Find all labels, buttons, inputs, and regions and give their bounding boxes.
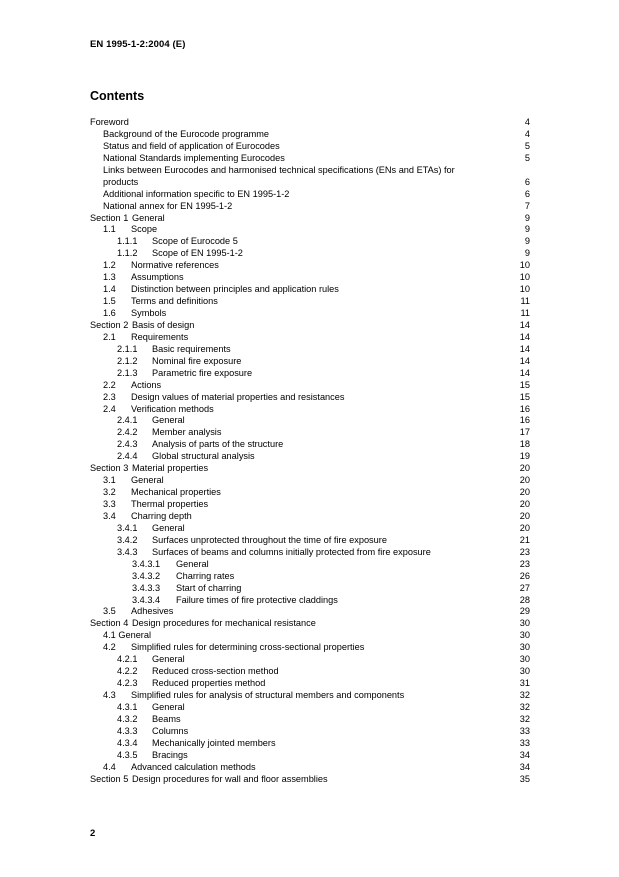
toc-entry-page: 30 xyxy=(519,654,530,665)
toc-entry[interactable] xyxy=(90,774,530,786)
toc-entry-label xyxy=(117,248,243,260)
toc-entry-page: 17 xyxy=(519,427,530,438)
toc-entry-number: 1.5 xyxy=(103,296,116,307)
toc-entry-label xyxy=(103,630,151,642)
toc-entry-title: Reduced properties method xyxy=(152,678,266,689)
toc-entry[interactable] xyxy=(90,320,530,332)
toc-entry-number: Section 4 xyxy=(90,618,129,629)
toc-entry-title: General xyxy=(132,212,165,223)
toc-entry-title: products xyxy=(103,176,139,187)
toc-entry-page: 34 xyxy=(519,749,530,760)
toc-entry-title: Surfaces of beams and columns initially protected from fire exposure xyxy=(152,546,431,557)
toc-entry-page: 29 xyxy=(519,606,530,617)
toc-entry[interactable] xyxy=(90,463,530,475)
toc-entry-page: 26 xyxy=(519,570,530,581)
toc-entry-title: Mechanically jointed members xyxy=(152,737,276,748)
toc-entry[interactable] xyxy=(90,368,530,380)
toc-entry-label xyxy=(103,272,184,284)
toc-entry-label xyxy=(103,153,285,165)
toc-entry-page: 9 xyxy=(524,248,530,259)
toc-entry-title: Nominal fire exposure xyxy=(152,355,242,366)
toc-entry-title: Terms and definitions xyxy=(131,296,218,307)
toc-entry-label xyxy=(103,165,455,177)
toc-entry[interactable] xyxy=(90,296,530,308)
toc-entry-page: 20 xyxy=(519,522,530,533)
toc-entry-label xyxy=(103,499,208,511)
toc-entry[interactable] xyxy=(90,547,530,559)
toc-entry-label xyxy=(103,404,214,416)
toc-entry-title: National annex for EN 1995-1-2 xyxy=(103,200,233,211)
toc-entry[interactable] xyxy=(90,153,530,165)
toc-entry[interactable] xyxy=(90,117,530,129)
toc-entry-page: 9 xyxy=(524,224,530,235)
toc-entry[interactable] xyxy=(90,678,530,690)
toc-entry-number: 4.2.1 xyxy=(117,654,138,665)
toc-entry[interactable] xyxy=(90,129,530,141)
toc-entry-label xyxy=(132,571,234,583)
toc-entry-page: 30 xyxy=(519,642,530,653)
toc-entry-page: 16 xyxy=(519,415,530,426)
toc-entry-label xyxy=(103,224,157,236)
toc-entry[interactable] xyxy=(90,189,530,201)
toc-entry[interactable] xyxy=(90,571,530,583)
toc-entry-title: Columns xyxy=(152,725,189,736)
toc-entry-title: Charring rates xyxy=(176,570,235,581)
toc-entry-page: 18 xyxy=(519,439,530,450)
toc-entry-page: 20 xyxy=(519,487,530,498)
toc-entry-label xyxy=(103,380,161,392)
toc-entry-label xyxy=(117,535,387,547)
toc-entry-number: 3.5 xyxy=(103,606,116,617)
toc-entry[interactable] xyxy=(90,272,530,284)
toc-entry-number: 3.1 xyxy=(103,475,116,486)
toc-entry-page: 11 xyxy=(520,308,530,318)
toc-entry-number: 4.4 xyxy=(103,761,116,772)
toc-entry[interactable] xyxy=(90,427,530,439)
toc-entry-title: Analysis of parts of the structure xyxy=(152,439,284,450)
table-of-contents xyxy=(90,117,530,786)
toc-entry-page: 15 xyxy=(519,379,530,390)
toc-entry-title: 4.1 General xyxy=(103,630,152,641)
toc-entry-title: Design procedures for wall and floor assemblies xyxy=(132,773,328,784)
document-header: EN 1995-1-2:2004 (E) xyxy=(90,39,186,50)
toc-entry-number: 3.4.3.2 xyxy=(132,570,161,581)
toc-entry-label xyxy=(117,654,185,666)
toc-entry-page: 19 xyxy=(519,451,530,462)
toc-entry[interactable] xyxy=(90,213,530,225)
toc-entry-label xyxy=(103,511,192,523)
toc-entry-page: 20 xyxy=(519,475,530,486)
toc-entry-page: 28 xyxy=(519,594,530,605)
toc-entry-label xyxy=(132,559,209,571)
toc-entry[interactable] xyxy=(90,475,530,487)
toc-entry[interactable] xyxy=(90,356,530,368)
toc-entry-number: 1.4 xyxy=(103,284,116,295)
toc-entry-number: 2.4.2 xyxy=(117,427,138,438)
toc-entry-label xyxy=(103,177,138,189)
toc-entry-label xyxy=(117,368,252,380)
toc-entry-label xyxy=(103,260,219,272)
toc-entry-page: 32 xyxy=(519,713,530,724)
toc-entry-title: Scope xyxy=(131,224,158,235)
toc-entry-number: 2.2 xyxy=(103,379,116,390)
toc-entry[interactable] xyxy=(90,606,530,618)
toc-entry[interactable] xyxy=(90,332,530,344)
toc-entry-label xyxy=(90,213,165,225)
toc-entry-label xyxy=(103,284,339,296)
toc-entry-number: 4.3.4 xyxy=(117,737,138,748)
toc-entry-label xyxy=(132,583,241,595)
toc-entry[interactable] xyxy=(90,201,530,213)
toc-entry-page: 33 xyxy=(519,725,530,736)
toc-entry-title: Scope of Eurocode 5 xyxy=(152,236,238,247)
toc-entry[interactable] xyxy=(90,618,530,630)
toc-entry-page: 16 xyxy=(519,403,530,414)
toc-entry-page: 5 xyxy=(524,140,530,151)
toc-entry-label xyxy=(103,189,289,201)
toc-entry-page: 21 xyxy=(519,534,530,545)
toc-entry-label xyxy=(117,236,238,248)
toc-entry-title: General xyxy=(152,522,185,533)
toc-entry-title: Assumptions xyxy=(131,272,184,283)
toc-entry-page: 14 xyxy=(519,331,530,342)
toc-entry-number: 4.3.3 xyxy=(117,725,138,736)
toc-entry-page: 32 xyxy=(519,701,530,712)
toc-entry[interactable] xyxy=(90,523,530,535)
toc-entry-title: Verification methods xyxy=(131,403,214,414)
toc-entry-label xyxy=(103,296,218,308)
toc-entry-number: 4.3.5 xyxy=(117,749,138,760)
toc-entry-label xyxy=(90,774,328,786)
toc-entry-label xyxy=(117,702,185,714)
toc-entry-number: 2.4.3 xyxy=(117,439,138,450)
toc-entry-title: Scope of EN 1995-1-2 xyxy=(152,248,243,259)
toc-entry-title: Basic requirements xyxy=(152,343,231,354)
toc-entry[interactable] xyxy=(90,630,530,642)
toc-entry-number: 4.3 xyxy=(103,690,116,700)
toc-entry-title: Status and field of application of Eurocodes xyxy=(103,140,280,151)
toc-entry-title: Beams xyxy=(152,713,181,724)
toc-entry[interactable] xyxy=(90,762,530,774)
toc-entry-page: 30 xyxy=(519,618,530,629)
toc-entry-number: 2.4 xyxy=(103,403,116,414)
toc-entry-label xyxy=(103,642,364,654)
toc-entry-number: 3.3 xyxy=(103,499,116,509)
toc-entry-page: 10 xyxy=(519,272,530,283)
toc-entry-page: 23 xyxy=(519,558,530,569)
toc-entry-number: 2.1 xyxy=(103,331,116,342)
toc-entry-title: Background of the Eurocode programme xyxy=(103,128,269,139)
toc-entry-number: 3.4.3 xyxy=(117,546,138,557)
toc-entry[interactable] xyxy=(90,726,530,738)
toc-entry[interactable] xyxy=(90,284,530,296)
toc-entry[interactable] xyxy=(90,380,530,392)
toc-entry-label xyxy=(117,750,188,762)
toc-entry-page: 23 xyxy=(519,546,530,557)
toc-entry-number: 2.4.1 xyxy=(117,415,138,426)
toc-entry-title: Surfaces unprotected throughout the time of fire exposure xyxy=(152,534,387,545)
toc-entry[interactable] xyxy=(90,439,530,451)
toc-entry-number: 4.2 xyxy=(103,642,116,653)
toc-entry-title: General xyxy=(152,701,185,712)
toc-entry[interactable] xyxy=(90,642,530,654)
toc-entry[interactable] xyxy=(90,236,530,248)
toc-entry-page: 6 xyxy=(524,176,530,187)
toc-entry-page: 10 xyxy=(519,284,530,295)
toc-entry-label xyxy=(117,714,181,726)
toc-entry-page: 31 xyxy=(519,678,530,689)
toc-entry-label xyxy=(117,415,185,427)
toc-entry[interactable] xyxy=(90,415,530,427)
toc-entry-number: 4.3.1 xyxy=(117,701,138,712)
toc-entry-number: 3.4.3.4 xyxy=(132,594,161,605)
toc-entry-title: Distinction between principles and application rules xyxy=(131,284,339,295)
toc-entry-label xyxy=(103,201,232,213)
toc-entry-title: Bracings xyxy=(152,749,188,760)
toc-entry[interactable] xyxy=(90,177,530,189)
toc-entry[interactable] xyxy=(90,392,530,404)
toc-entry-number: 1.3 xyxy=(103,272,116,283)
toc-entry[interactable] xyxy=(90,224,530,236)
toc-entry-page: 7 xyxy=(524,200,530,211)
toc-entry-page: 20 xyxy=(519,499,530,509)
toc-entry-title: Simplified rules for determining cross-sectional properties xyxy=(131,642,365,653)
toc-entry-title: Foreword xyxy=(90,117,129,127)
toc-entry[interactable] xyxy=(90,511,530,523)
toc-entry-title: Requirements xyxy=(131,331,189,342)
toc-entry-title: Actions xyxy=(131,379,162,390)
toc-entry-label xyxy=(117,678,265,690)
toc-entry-title: Start of charring xyxy=(176,582,242,593)
toc-entry-number: Section 5 xyxy=(90,773,129,784)
toc-entry-page: 30 xyxy=(519,630,530,641)
toc-entry-number: 2.1.3 xyxy=(117,367,138,378)
toc-entry-title: General xyxy=(176,558,209,569)
toc-entry-title: Material properties xyxy=(132,463,209,474)
toc-entry-title: Reduced cross-section method xyxy=(152,666,279,677)
toc-entry-label xyxy=(90,320,194,332)
toc-entry-number: 3.2 xyxy=(103,487,116,498)
toc-entry[interactable] xyxy=(90,260,530,272)
toc-entry-label xyxy=(103,332,188,344)
toc-entry-number: 1.1.2 xyxy=(117,248,138,259)
toc-entry-label xyxy=(103,487,221,499)
toc-entry-title: Charring depth xyxy=(131,510,192,521)
toc-entry[interactable] xyxy=(90,750,530,762)
page-number: 2 xyxy=(90,828,96,839)
page-title: Contents xyxy=(90,89,145,103)
toc-entry-page: 15 xyxy=(519,391,530,402)
toc-entry[interactable] xyxy=(90,666,530,678)
toc-entry-number: 4.2.3 xyxy=(117,678,138,689)
toc-entry-number: 4.3.2 xyxy=(117,713,138,724)
toc-entry-title: Failure times of fire protective claddings xyxy=(176,594,338,605)
toc-entry-page: 20 xyxy=(519,510,530,521)
toc-entry[interactable] xyxy=(90,499,530,511)
toc-entry-title: General xyxy=(131,475,164,486)
toc-entry-page: 20 xyxy=(519,463,530,474)
toc-entry-page: 14 xyxy=(519,355,530,366)
toc-entry-label xyxy=(117,726,188,738)
toc-entry-page: 10 xyxy=(519,260,530,271)
toc-entry-title: Links between Eurocodes and harmonised technical specifications (ENs and ETAs) for xyxy=(103,164,455,175)
toc-entry-page: 14 xyxy=(519,319,530,330)
toc-entry-page: 14 xyxy=(519,343,530,354)
toc-entry-page: 33 xyxy=(519,737,530,748)
toc-entry-title: Basis of design xyxy=(132,319,195,330)
toc-entry-page: 4 xyxy=(524,128,530,139)
toc-entry-title: Advanced calculation methods xyxy=(131,761,256,772)
toc-entry-page: 30 xyxy=(519,666,530,677)
toc-entry-label xyxy=(132,595,338,607)
toc-entry-label xyxy=(117,666,279,678)
toc-entry-label xyxy=(103,129,269,141)
toc-entry-number: 1.2 xyxy=(103,260,116,271)
toc-entry-page: 9 xyxy=(524,212,530,223)
toc-entry-label xyxy=(103,308,166,320)
toc-entry[interactable] xyxy=(90,344,530,356)
toc-entry[interactable] xyxy=(90,308,530,320)
toc-entry[interactable] xyxy=(90,559,530,571)
toc-entry-label xyxy=(117,439,283,451)
toc-entry[interactable] xyxy=(90,583,530,595)
toc-entry-label xyxy=(90,463,208,475)
toc-entry-label xyxy=(90,618,316,630)
toc-entry-number: 3.4.3.3 xyxy=(132,582,161,593)
toc-entry-title: Additional information specific to EN 1995-1-2 xyxy=(103,188,290,199)
toc-entry[interactable] xyxy=(90,141,530,153)
toc-entry[interactable] xyxy=(90,714,530,726)
toc-entry-number: 2.1.2 xyxy=(117,355,138,366)
toc-entry-page: 27 xyxy=(519,582,530,593)
toc-entry-label xyxy=(117,427,221,439)
toc-entry-page: 5 xyxy=(524,152,530,163)
toc-entry-label xyxy=(103,392,344,404)
toc-entry-number: 3.4 xyxy=(103,510,116,521)
toc-entry-label xyxy=(117,738,276,750)
toc-entry[interactable] xyxy=(90,738,530,750)
toc-entry-label xyxy=(103,141,280,153)
toc-entry-page: 6 xyxy=(524,188,530,199)
toc-entry-title: Parametric fire exposure xyxy=(152,367,253,378)
toc-entry[interactable] xyxy=(90,404,530,416)
toc-entry[interactable] xyxy=(90,690,530,702)
toc-entry-title: Normative references xyxy=(131,260,219,271)
toc-entry-label xyxy=(117,523,185,535)
toc-entry-title: Simplified rules for analysis of structural members and components xyxy=(131,690,405,700)
toc-entry-page: 32 xyxy=(519,690,530,700)
toc-entry-number: Section 2 xyxy=(90,319,129,330)
toc-entry-label xyxy=(117,547,431,559)
toc-entry[interactable] xyxy=(90,702,530,714)
toc-entry-title: Design values of material properties and resistances xyxy=(131,391,345,402)
toc-entry-label xyxy=(117,344,231,356)
toc-entry-title: Design procedures for mechanical resistance xyxy=(132,618,316,629)
toc-entry-number: 2.4.4 xyxy=(117,451,138,462)
toc-entry-number: 2.1.1 xyxy=(117,343,138,354)
toc-entry-page: 14 xyxy=(519,367,530,378)
toc-entry[interactable] xyxy=(90,165,530,177)
toc-entry-page: 4 xyxy=(524,117,530,127)
toc-entry-title: General xyxy=(152,654,185,665)
toc-entry-number: Section 1 xyxy=(90,212,129,223)
toc-entry[interactable] xyxy=(90,535,530,547)
toc-entry-number: 3.4.1 xyxy=(117,522,138,533)
toc-entry-label xyxy=(117,451,255,463)
toc-entry-title: National Standards implementing Eurocodes xyxy=(103,152,285,163)
toc-entry-title: Mechanical properties xyxy=(131,487,221,498)
toc-entry-label xyxy=(103,606,173,618)
toc-entry[interactable] xyxy=(90,654,530,666)
toc-entry-label xyxy=(103,475,164,487)
toc-entry-title: Global structural analysis xyxy=(152,451,255,462)
toc-entry-page: 9 xyxy=(524,236,530,247)
toc-entry-number: 4.2.2 xyxy=(117,666,138,677)
toc-entry-number: 1.1.1 xyxy=(117,236,138,247)
toc-entry[interactable] xyxy=(90,451,530,463)
toc-entry-page: 34 xyxy=(519,761,530,772)
toc-entry-label xyxy=(103,690,404,702)
toc-entry-number: 3.4.2 xyxy=(117,534,138,545)
toc-entry-number: 1.6 xyxy=(103,308,116,318)
toc-entry-number: 3.4.3.1 xyxy=(132,558,161,569)
toc-entry-number: 1.1 xyxy=(103,224,116,235)
toc-entry-page: 35 xyxy=(519,773,530,784)
toc-entry[interactable] xyxy=(90,248,530,260)
toc-entry-page: 11 xyxy=(520,296,530,307)
toc-entry-title: Member analysis xyxy=(152,427,222,438)
toc-entry-number: 2.3 xyxy=(103,391,116,402)
toc-entry-title: Thermal properties xyxy=(131,499,209,509)
toc-entry-title: Symbols xyxy=(131,308,167,318)
toc-entry-title: General xyxy=(152,415,185,426)
toc-entry[interactable] xyxy=(90,595,530,607)
toc-entry-label xyxy=(103,762,256,774)
toc-entry-label xyxy=(90,117,129,129)
toc-entry[interactable] xyxy=(90,487,530,499)
toc-entry-label xyxy=(117,356,241,368)
toc-entry-title: Adhesives xyxy=(131,606,174,617)
toc-entry-number: Section 3 xyxy=(90,463,129,474)
